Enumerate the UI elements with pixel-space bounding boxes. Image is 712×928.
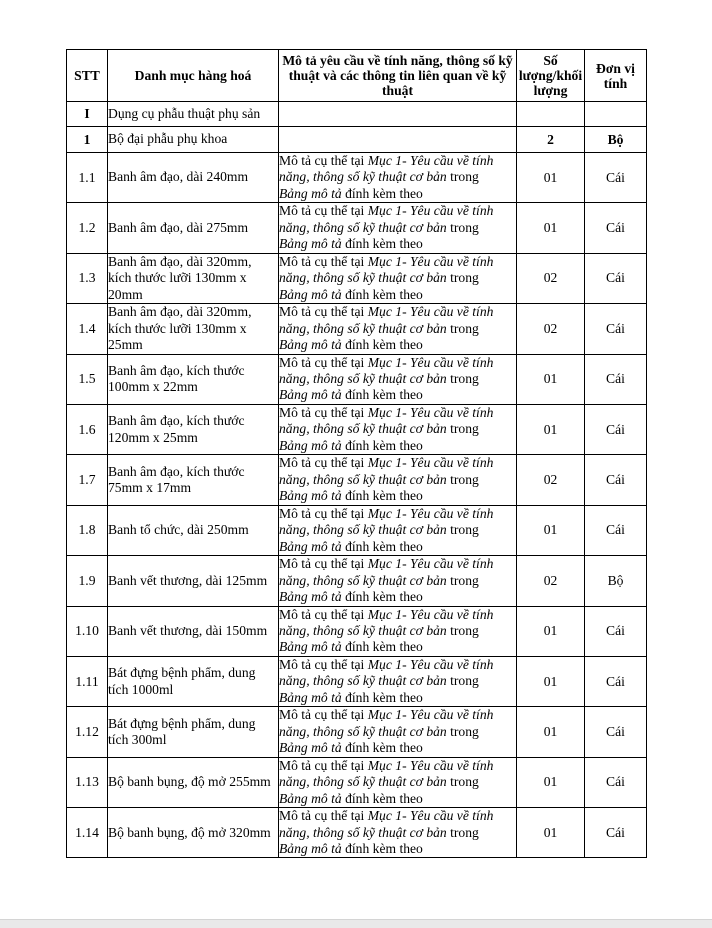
- desc-line-1: Mô tả cụ thể tại Mục 1- Yêu cầu về tính: [279, 203, 494, 219]
- row-stt: 1.12: [67, 707, 108, 757]
- row-stt: 1.11: [67, 656, 108, 706]
- desc-line-2: năng, thông số kỹ thuật cơ bản trong: [279, 723, 479, 739]
- header-desc: Mô tả yêu cầu về tính năng, thông số kỹ thuật và các thông tin liên quan về kỹ thuật: [279, 50, 517, 102]
- desc-line-2: năng, thông số kỹ thuật cơ bản trong: [279, 623, 479, 638]
- row-name: Banh vết thương, dài 150mm: [108, 606, 279, 656]
- section-desc: [279, 102, 517, 127]
- desc-line-3: Bảng mô tả đính kèm theo: [279, 639, 423, 655]
- row-unit: Cái: [585, 606, 647, 656]
- row-stt: 1.4: [67, 304, 108, 354]
- row-stt: 1.10: [67, 606, 108, 656]
- row-name: Banh âm đạo, dài 320mm, kích thước lưỡi 130mm x 25mm: [108, 304, 279, 354]
- table-row: [67, 808, 647, 858]
- row-name: Banh âm đạo, kích thước 100mm x 22mm: [108, 354, 279, 404]
- table-row: [67, 556, 647, 606]
- row-name: Banh âm đạo, kích thước 75mm x 17mm: [108, 455, 279, 505]
- section-unit: [585, 102, 647, 127]
- desc-line-1: Mô tả cụ thể tại Mục 1- Yêu cầu về tính: [279, 354, 494, 370]
- row-stt: 1.9: [67, 556, 108, 606]
- row-name: Banh âm đạo, dài 240mm: [108, 153, 279, 203]
- row-stt: 1.1: [67, 153, 108, 203]
- group-row: [67, 127, 647, 153]
- desc-line-3: Bảng mô tả đính kèm theo: [279, 790, 423, 806]
- row-desc: [279, 354, 517, 404]
- row-qty: 02: [517, 455, 585, 505]
- header-unit: Đơn vị tính: [585, 50, 647, 102]
- header-qty: Số lượng/khối lượng: [517, 50, 585, 102]
- row-desc: [279, 505, 517, 555]
- desc-line-3: Bảng mô tả đính kèm theo: [279, 538, 423, 554]
- row-desc: [279, 253, 517, 303]
- table-row: [67, 153, 647, 203]
- table-row: [67, 304, 647, 354]
- row-desc: [279, 656, 517, 706]
- row-qty: 01: [517, 808, 585, 858]
- row-stt: 1.2: [67, 203, 108, 253]
- row-qty: 02: [517, 253, 585, 303]
- row-desc: [279, 153, 517, 203]
- table-row: [67, 404, 647, 454]
- group-desc: [279, 127, 517, 153]
- row-name: Banh âm đạo, dài 320mm, kích thước lưỡi 130mm x 20mm: [108, 253, 279, 303]
- table-row: [67, 606, 647, 656]
- desc-line-1: Mô tả cụ thể tại Mục 1- Yêu cầu về tính: [279, 808, 494, 824]
- desc-line-1: Mô tả cụ thể tại Mục 1- Yêu cầu về tính: [279, 304, 494, 320]
- desc-line-1: Mô tả cụ thể tại Mục 1- Yêu cầu về tính: [279, 556, 494, 572]
- desc-line-1: Mô tả cụ thể tại Mục 1- Yêu cầu về tính: [279, 153, 494, 169]
- row-qty: 01: [517, 707, 585, 757]
- row-desc: [279, 757, 517, 807]
- desc-line-1: Mô tả cụ thể tại Mục 1- Yêu cầu về tính: [279, 455, 494, 471]
- table-row: [67, 455, 647, 505]
- row-qty: 01: [517, 656, 585, 706]
- row-name: Banh vết thương, dài 125mm: [108, 556, 279, 606]
- section-row: [67, 102, 647, 127]
- row-desc: [279, 404, 517, 454]
- row-stt: 1.5: [67, 354, 108, 404]
- header-name: Danh mục hàng hoá: [108, 50, 279, 102]
- group-stt: 1: [67, 127, 108, 153]
- row-name: Bộ banh bụng, độ mở 255mm: [108, 757, 279, 807]
- desc-line-2: năng, thông số kỹ thuật cơ bản trong: [279, 421, 479, 437]
- row-name: Bát đựng bệnh phẩm, dung tích 300ml: [108, 707, 279, 757]
- row-qty: 01: [517, 606, 585, 656]
- desc-line-3: Bảng mô tả đính kèm theo: [279, 740, 423, 756]
- page-bottom-edge: [0, 919, 712, 928]
- row-unit: Cái: [585, 304, 647, 354]
- section-qty: [517, 102, 585, 127]
- group-unit: Bộ: [585, 127, 647, 153]
- group-qty: 2: [517, 127, 585, 153]
- desc-line-3: Bảng mô tả đính kèm theo: [279, 589, 423, 605]
- row-desc: [279, 606, 517, 656]
- row-stt: 1.8: [67, 505, 108, 555]
- group-name: Bộ đại phẫu phụ khoa: [108, 127, 279, 153]
- desc-line-3: Bảng mô tả đính kèm theo: [279, 488, 423, 504]
- row-name: Bộ banh bụng, độ mở 320mm: [108, 808, 279, 858]
- desc-line-2: năng, thông số kỹ thuật cơ bản trong: [279, 320, 479, 336]
- row-unit: Cái: [585, 153, 647, 203]
- desc-line-2: năng, thông số kỹ thuật cơ bản trong: [279, 270, 479, 286]
- desc-line-2: năng, thông số kỹ thuật cơ bản trong: [279, 824, 479, 840]
- row-qty: 01: [517, 404, 585, 454]
- row-unit: Cái: [585, 757, 647, 807]
- row-stt: 1.13: [67, 757, 108, 807]
- row-qty: 02: [517, 304, 585, 354]
- row-unit: Cái: [585, 707, 647, 757]
- desc-line-3: Bảng mô tả đính kèm theo: [279, 236, 423, 252]
- table-row: [67, 203, 647, 253]
- row-qty: 02: [517, 556, 585, 606]
- row-unit: Cái: [585, 808, 647, 858]
- row-name: Banh âm đạo, kích thước 120mm x 25mm: [108, 404, 279, 454]
- desc-line-2: năng, thông số kỹ thuật cơ bản trong: [279, 471, 479, 487]
- table-row: [67, 354, 647, 404]
- row-qty: 01: [517, 153, 585, 203]
- desc-line-3: Bảng mô tả đính kèm theo: [279, 840, 423, 856]
- desc-line-2: năng, thông số kỹ thuật cơ bản trong: [279, 522, 479, 538]
- row-stt: 1.6: [67, 404, 108, 454]
- desc-line-2: năng, thông số kỹ thuật cơ bản trong: [279, 169, 479, 185]
- desc-line-1: Mô tả cụ thể tại Mục 1- Yêu cầu về tính: [279, 405, 494, 421]
- row-desc: [279, 203, 517, 253]
- row-unit: Cái: [585, 404, 647, 454]
- section-stt: I: [67, 102, 108, 127]
- section-name: Dụng cụ phẫu thuật phụ sản: [108, 102, 279, 127]
- desc-line-1: Mô tả cụ thể tại Mục 1- Yêu cầu về tính: [279, 656, 494, 672]
- row-desc: [279, 808, 517, 858]
- row-qty: 01: [517, 757, 585, 807]
- row-desc: [279, 707, 517, 757]
- desc-line-3: Bảng mô tả đính kèm theo: [279, 689, 423, 705]
- table-row: [67, 505, 647, 555]
- desc-line-3: Bảng mô tả đính kèm theo: [279, 437, 423, 453]
- desc-line-2: năng, thông số kỹ thuật cơ bản trong: [279, 774, 479, 790]
- table-row: [67, 253, 647, 303]
- row-qty: 01: [517, 354, 585, 404]
- row-unit: Cái: [585, 354, 647, 404]
- desc-line-3: Bảng mô tả đính kèm theo: [279, 337, 423, 353]
- row-unit: Bộ: [585, 556, 647, 606]
- table-header-row: [67, 50, 647, 102]
- row-qty: 01: [517, 203, 585, 253]
- row-unit: Cái: [585, 505, 647, 555]
- row-desc: [279, 304, 517, 354]
- row-stt: 1.14: [67, 808, 108, 858]
- row-unit: Cái: [585, 656, 647, 706]
- row-desc: [279, 556, 517, 606]
- spec-table: [66, 49, 647, 858]
- row-name: Bát đựng bệnh phẩm, dung tích 1000ml: [108, 656, 279, 706]
- row-unit: Cái: [585, 455, 647, 505]
- header-stt: STT: [67, 50, 108, 102]
- row-qty: 01: [517, 505, 585, 555]
- row-desc: [279, 455, 517, 505]
- desc-line-1: Mô tả cụ thể tại Mục 1- Yêu cầu về tính: [279, 253, 494, 269]
- desc-line-3: Bảng mô tả đính kèm theo: [279, 387, 423, 403]
- desc-line-2: năng, thông số kỹ thuật cơ bản trong: [279, 219, 479, 235]
- desc-line-2: năng, thông số kỹ thuật cơ bản trong: [279, 371, 479, 387]
- desc-line-1: Mô tả cụ thể tại Mục 1- Yêu cầu về tính: [279, 757, 494, 773]
- row-stt: 1.7: [67, 455, 108, 505]
- desc-line-2: năng, thông số kỹ thuật cơ bản trong: [279, 572, 479, 588]
- desc-line-2: năng, thông số kỹ thuật cơ bản trong: [279, 673, 479, 689]
- table-row: [67, 707, 647, 757]
- row-stt: 1.3: [67, 253, 108, 303]
- desc-line-1: Mô tả cụ thể tại Mục 1- Yêu cầu về tính: [279, 505, 494, 521]
- row-name: Banh tổ chức, dài 250mm: [108, 505, 279, 555]
- table-row: [67, 757, 647, 807]
- table-row: [67, 656, 647, 706]
- desc-line-1: Mô tả cụ thể tại Mục 1- Yêu cầu về tính: [279, 606, 494, 622]
- desc-line-1: Mô tả cụ thể tại Mục 1- Yêu cầu về tính: [279, 707, 494, 723]
- desc-line-3: Bảng mô tả đính kèm theo: [279, 185, 423, 201]
- desc-line-3: Bảng mô tả đính kèm theo: [279, 286, 423, 302]
- row-name: Banh âm đạo, dài 275mm: [108, 203, 279, 253]
- row-unit: Cái: [585, 203, 647, 253]
- row-unit: Cái: [585, 253, 647, 303]
